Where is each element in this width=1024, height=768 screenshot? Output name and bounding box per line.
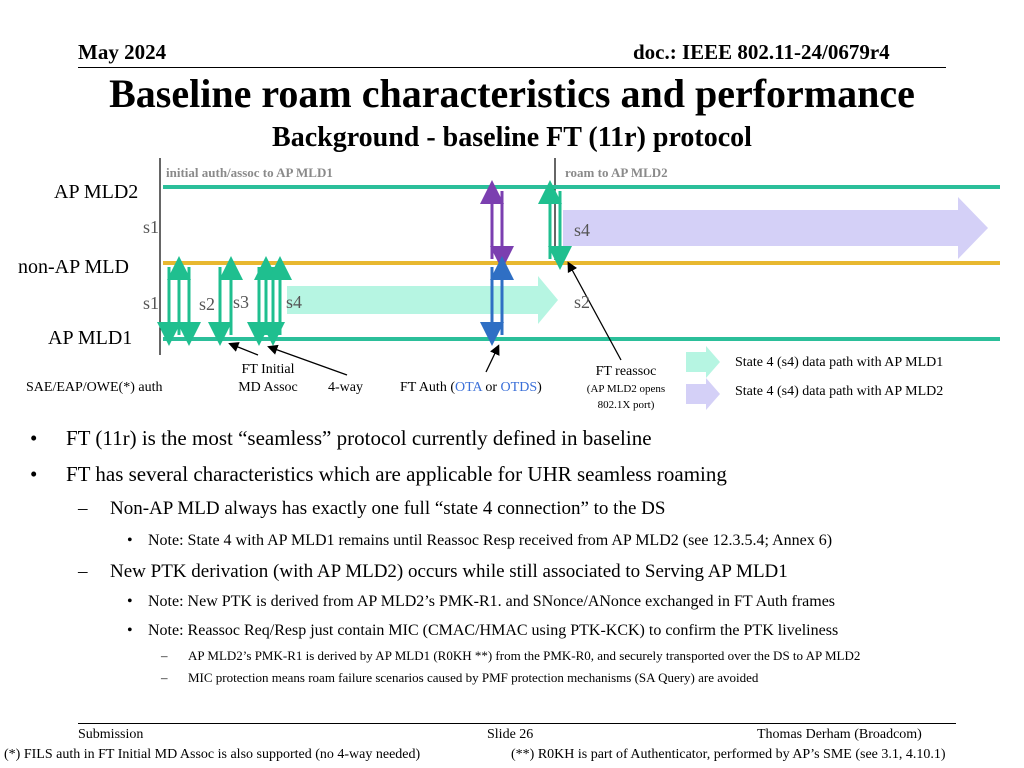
bullet-text: Note: New PTK is derived from AP MLD2’s PMK-R1. and SNonce/ANonce exchanged in FT Auth frames [148, 593, 836, 610]
footer-submission: Submission [78, 727, 144, 742]
header-doc-id: doc.: IEEE 802.11-24/0679r4 [633, 40, 890, 64]
state-label-s4-lower: s4 [286, 292, 303, 312]
ota-text: OTA [454, 380, 482, 395]
s4-path-mld2-arrow [563, 197, 988, 259]
label-sae-auth: SAE/EAP/OWE(*) auth [26, 380, 163, 395]
phase-label-initial: initial auth/assoc to AP MLD1 [166, 165, 333, 180]
footer-author: Thomas Derham (Broadcom) [757, 727, 922, 742]
footnote-fils: (*) FILS auth in FT Initial MD Assoc is also supported (no 4-way needed) [4, 747, 421, 762]
label-4way: 4-way [328, 380, 363, 395]
footer-rule [78, 723, 956, 724]
bullet-text: New PTK derivation (with AP MLD2) occurs while still associated to Serving AP MLD1 [110, 561, 788, 582]
bullet-marker: • [30, 426, 38, 450]
ft-protocol-diagram [0, 150, 1024, 415]
bullet-text: MIC protection means roam failure scenarios caused by PMF protection mechanisms (SA Query) are avoided [188, 670, 759, 685]
state-label-s2-roam: s2 [574, 292, 591, 312]
legend-mld2-label: State 4 (s4) data path with AP MLD2 [735, 384, 944, 399]
bullet-marker: – [161, 648, 168, 663]
pointer-ft-auth [486, 349, 497, 372]
bullet-text: FT has several characteristics which are applicable for UHR seamless roaming [66, 462, 727, 486]
legend-mld1-label: State 4 (s4) data path with AP MLD1 [735, 355, 944, 370]
bullet-text: Note: Reassoc Req/Resp just contain MIC (CMAC/HMAC using PTK-KCK) to confirm the PTK liveliness [148, 622, 839, 639]
label-ft-auth: FT Auth (OTA or OTDS) [400, 380, 542, 395]
header-rule [78, 67, 946, 68]
state-label-s3-lower: s3 [233, 292, 250, 312]
bullet-marker: • [127, 622, 133, 639]
bullet-text: AP MLD2’s PMK-R1 is derived by AP MLD1 (R0KH **) from the PMK-R0, and securely transported over the DS to AP MLD2 [188, 648, 861, 663]
bullet-text: Note: State 4 with AP MLD1 remains until Reassoc Resp received from AP MLD2 (see 12.3.5.4; Annex 6) [148, 532, 833, 549]
page-subtitle: Background - baseline FT (11r) protocol [272, 122, 752, 153]
bullet-marker: – [78, 498, 88, 519]
entity-ap-mld2: AP MLD2 [54, 181, 139, 203]
entity-non-ap-mld: non-AP MLD [18, 256, 129, 278]
legend-mld1-swatch [686, 346, 720, 378]
footer-slide-number: Slide 26 [487, 727, 534, 742]
bullet-marker: • [127, 593, 133, 610]
bullet-text: Non-AP MLD always has exactly one full “state 4 connection” to the DS [110, 498, 666, 519]
bullet-marker: – [161, 670, 168, 685]
legend-mld2-swatch [686, 378, 720, 410]
page-title: Baseline roam characteristics and performance [109, 71, 915, 116]
label-ft-initial: FT Initial MD Assoc [238, 362, 298, 395]
pointer-ft-reassoc [570, 266, 621, 360]
state-label-s2-lower: s2 [199, 294, 216, 314]
pointer-ft-initial [233, 345, 258, 355]
header-date: May 2024 [78, 40, 167, 64]
entity-ap-mld1: AP MLD1 [48, 327, 133, 349]
bullet-marker: – [78, 561, 88, 582]
footnote-r0kh: (**) R0KH is part of Authenticator, performed by AP’s SME (see 3.1, 4.10.1) [511, 747, 946, 762]
bullet-text: FT (11r) is the most “seamless” protocol currently defined in baseline [66, 426, 652, 450]
phase-label-roam: roam to AP MLD2 [565, 165, 668, 180]
label-ft-reassoc: FT reassoc (AP MLD2 opens 802.1X port) [586, 364, 666, 411]
state-label-s1-upper: s1 [143, 217, 160, 237]
s4-path-mld1-arrow [287, 276, 558, 324]
otds-text: OTDS [500, 380, 538, 395]
state-label-s1-lower: s1 [143, 293, 160, 313]
bullet-marker: • [30, 462, 38, 486]
bullet-marker: • [127, 532, 133, 549]
state-label-s4-upper: s4 [574, 220, 591, 240]
